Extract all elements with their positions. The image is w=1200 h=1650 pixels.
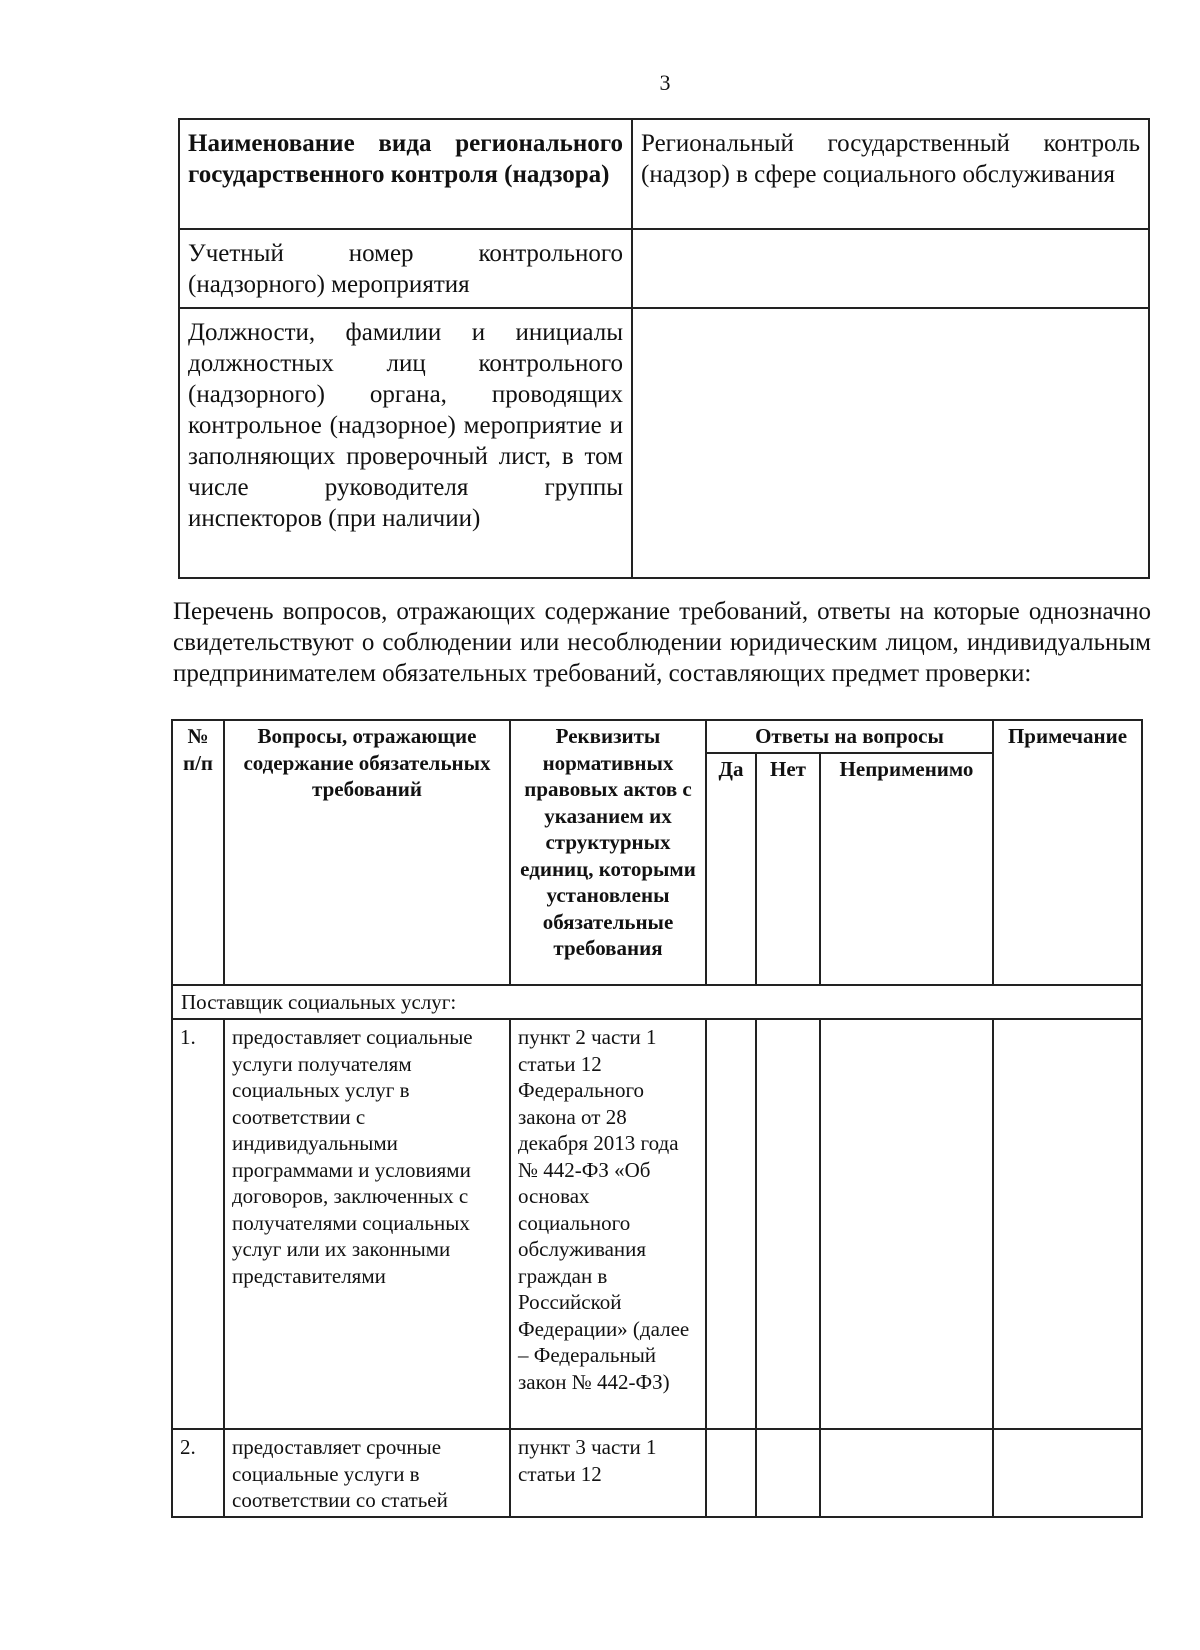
table-row bbox=[172, 1429, 1142, 1517]
inspectors-value bbox=[632, 308, 1149, 578]
header-answers: Ответы на вопросы bbox=[706, 720, 993, 753]
row-requisites: пункт 2 части 1 статьи 12 Федерального закона от 28 декабря 2013 года № 442-ФЗ «Об основах социального обслуживания граждан в Российской Федерации» (далее – Федеральный закон № 442-ФЗ) bbox=[510, 1019, 706, 1429]
answer-no-cell[interactable] bbox=[756, 1429, 820, 1517]
header-row bbox=[172, 720, 1142, 753]
inspectors-label: Должности, фамилии и инициалы должностных лиц контрольного (надзорного) органа, проводящих контрольное (надзорное) мероприятие и заполняющих проверочный лист, в том числе руководителя группы инспекторов (при наличии) bbox=[179, 308, 632, 578]
note-cell[interactable] bbox=[993, 1429, 1142, 1517]
answer-na-cell[interactable] bbox=[820, 1429, 993, 1517]
table-row bbox=[172, 1019, 1142, 1429]
header-no: Нет bbox=[756, 753, 820, 985]
header-question: Вопросы, отражающие содержание обязательных требований bbox=[224, 720, 510, 985]
section-label: Поставщик социальных услуг: bbox=[172, 985, 1142, 1020]
answer-yes-cell[interactable] bbox=[706, 1019, 756, 1429]
control-type-value: Региональный государственный контроль (надзор) в сфере социального обслуживания bbox=[632, 119, 1149, 229]
questions-table bbox=[171, 719, 1143, 1518]
header-yes: Да bbox=[706, 753, 756, 985]
answer-na-cell[interactable] bbox=[820, 1019, 993, 1429]
page-number: 3 bbox=[659, 70, 671, 95]
header-requisites: Реквизиты нормативных правовых актов с указанием их структурных единиц, которыми установлены обязательные требования bbox=[510, 720, 706, 985]
row-question: предоставляет социальные услуги получателям социальных услуг в соответствии с индивидуальными программами и условиями договоров, заключенных с получателями социальных услуг или их законными представителями bbox=[224, 1019, 510, 1429]
answer-yes-cell[interactable] bbox=[706, 1429, 756, 1517]
row-num: 1. bbox=[172, 1019, 224, 1429]
section-row bbox=[172, 985, 1142, 1020]
intro-paragraph: Перечень вопросов, отражающих содержание требований, ответы на которые однозначно свидетельствуют о соблюдении или несоблюдении юридическим лицом, индивидуальным предпринимателем обязательных требований, составляющих предмет проверки: bbox=[173, 598, 1151, 687]
control-type-label: Наименование вида регионального государственного контроля (надзора) bbox=[179, 119, 632, 229]
row-question: предоставляет срочные социальные услуги в соответствии со статьей bbox=[224, 1429, 510, 1517]
header-num: № п/п bbox=[172, 720, 224, 985]
info-row-registration-number bbox=[179, 229, 1149, 308]
control-info-table bbox=[178, 118, 1150, 579]
registration-number-label: Учетный номер контрольного (надзорного) мероприятия bbox=[179, 229, 632, 308]
header-note: Примечание bbox=[993, 720, 1142, 985]
info-row-control-type bbox=[179, 119, 1149, 229]
registration-number-value bbox=[632, 229, 1149, 308]
info-row-inspectors bbox=[179, 308, 1149, 578]
row-num: 2. bbox=[172, 1429, 224, 1517]
row-requisites: пункт 3 части 1 статьи 12 bbox=[510, 1429, 706, 1517]
answer-no-cell[interactable] bbox=[756, 1019, 820, 1429]
note-cell[interactable] bbox=[993, 1019, 1142, 1429]
header-na: Неприменимо bbox=[820, 753, 993, 985]
